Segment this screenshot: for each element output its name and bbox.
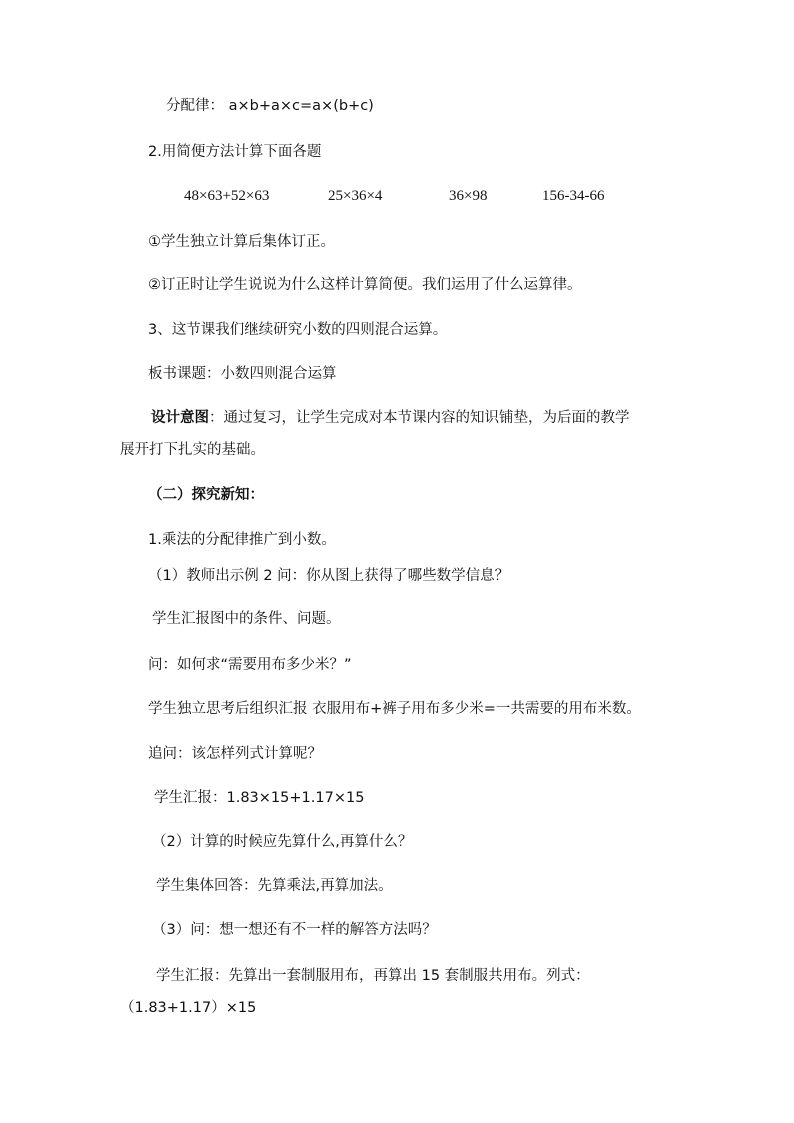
collective-answer-line: 学生集体回答：先算乘法,再算加法。 [156,878,393,894]
report-conditions-line: 学生汇报图中的条件、问题。 [152,611,341,627]
report-alt-line: 学生汇报：先算出一套制服用布，再算出 15 套制服共用布。列式： [156,968,590,984]
design-intent-line-2: 展开打下扎实的基础。 [120,442,265,458]
step-3-line: 3、这节课我们继续研究小数的四则混合运算。 [148,322,448,338]
follow-up-line: 追问：该怎样列式计算呢？ [148,746,322,762]
calculation-item-4: 156-34-66 [542,188,605,204]
step-2-line: ②订正时让学生说说为什么这样计算简便。我们运用了什么运算律。 [148,277,582,293]
question-cloth-line: 问：如何求“需要用布多少米？” [148,657,352,673]
item-3-line: （3）问：想一想还有不一样的解答方法吗？ [152,922,437,938]
calculation-item-2: 25×36×4 [328,188,383,204]
item-2-line: （2）计算的时候应先算什么,再算什么？ [152,834,413,850]
design-intent-line [151,408,630,428]
calculation-row [0,186,794,206]
board-title-line: 板书课题：小数四则混合运算 [148,366,337,382]
independent-think-line: 学生独立思考后组织汇报 衣服用布+裤子用布多少米=一共需要的用布米数。 [148,701,641,717]
calculation-item-1: 48×63+52×63 [184,188,270,204]
distributive-law-line: 分配律： a×b+a×c=a×(b+c) [166,98,374,114]
section-two-heading: （二）探究新知： [148,487,264,503]
report-alt-line-2: （1.83+1.17）×15 [120,1000,257,1016]
item-1-1-line: （1）教师出示例 2 问：你从图上获得了哪些数学信息？ [148,568,510,584]
task-2-title: 2.用简便方法计算下面各题 [148,144,322,160]
design-intent-label: 设计意图 [151,410,209,426]
calculation-item-3: 36×98 [449,188,488,204]
step-1-line: ①学生独立计算后集体订正。 [148,234,335,250]
student-report-expr-line: 学生汇报：1.83×15+1.17×15 [154,790,365,806]
design-intent-text: ：通过复习，让学生完成对本节课内容的知识铺垫，为后面的教学 [209,410,630,426]
item-1-line: 1.乘法的分配律推广到小数。 [148,532,336,548]
